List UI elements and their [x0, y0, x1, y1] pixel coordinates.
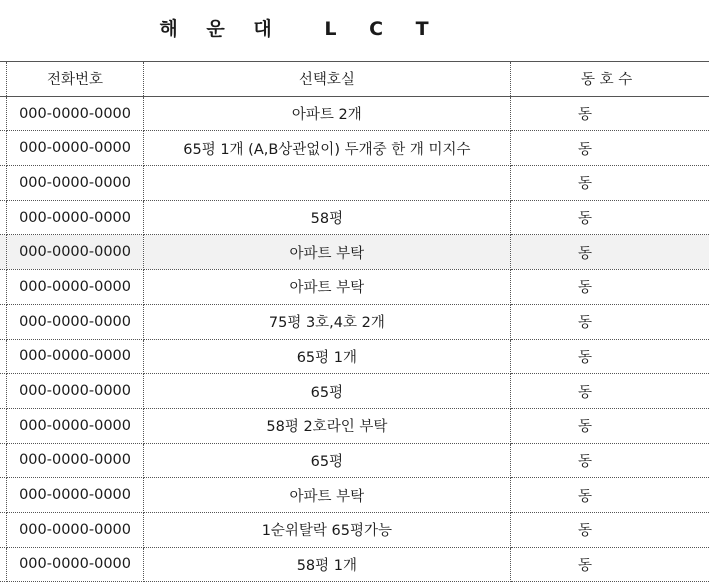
unit-cell: 동 [510, 408, 709, 443]
selection-cell: 1순위탈락 65평가능 [143, 512, 510, 547]
title-char: 운 [206, 18, 227, 40]
selection-cell: 58평 2호라인 부탁 [143, 408, 510, 443]
spacer-cell [0, 304, 7, 339]
phone-cell: 000-0000-0000 [7, 270, 143, 305]
selection-cell: 58평 [143, 200, 510, 235]
table-row [0, 547, 709, 582]
table-row [0, 200, 709, 235]
title-char: 대 [253, 18, 274, 40]
contact-table [0, 61, 709, 582]
table-row [0, 270, 709, 305]
selection-cell: 아파트 부탁 [143, 478, 510, 513]
header-selection: 선택호실 [143, 62, 510, 97]
unit-cell: 동 [510, 443, 709, 478]
phone-cell: 000-0000-0000 [7, 339, 143, 374]
table-row [0, 96, 709, 131]
phone-cell: 000-0000-0000 [7, 235, 143, 270]
spacer-cell [0, 547, 7, 582]
table-row [0, 478, 709, 513]
selection-cell: 아파트 부탁 [143, 270, 510, 305]
unit-cell: 동 [510, 200, 709, 235]
spacer-cell [0, 62, 7, 97]
phone-cell: 000-0000-0000 [7, 304, 143, 339]
phone-cell: 000-0000-0000 [7, 478, 143, 513]
unit-cell: 동 [510, 131, 709, 166]
phone-cell: 000-0000-0000 [7, 512, 143, 547]
spacer-cell [0, 235, 7, 270]
spacer-cell [0, 478, 7, 513]
unit-cell: 동 [510, 166, 709, 201]
header-phone: 전화번호 [7, 62, 143, 97]
header-unit: 동 호 수 [510, 62, 709, 97]
selection-cell: 65평 [143, 374, 510, 409]
table-row [0, 339, 709, 374]
selection-cell [143, 166, 510, 201]
phone-cell: 000-0000-0000 [7, 443, 143, 478]
phone-cell: 000-0000-0000 [7, 408, 143, 443]
phone-cell: 000-0000-0000 [7, 96, 143, 131]
spacer-cell [0, 443, 7, 478]
table-row [0, 443, 709, 478]
unit-cell: 동 [510, 374, 709, 409]
selection-cell: 65평 1개 [143, 339, 510, 374]
selection-cell: 75평 3호,4호 2개 [143, 304, 510, 339]
phone-cell: 000-0000-0000 [7, 131, 143, 166]
unit-cell: 동 [510, 547, 709, 582]
spacer-cell [0, 408, 7, 443]
spacer-cell [0, 270, 7, 305]
spacer-cell [0, 512, 7, 547]
title-char: L [324, 18, 339, 40]
table-row [0, 374, 709, 409]
table-row [0, 131, 709, 166]
table-row [0, 166, 709, 201]
spacer-cell [0, 166, 7, 201]
spacer-cell [0, 339, 7, 374]
table-row [0, 408, 709, 443]
selection-cell: 아파트 부탁 [143, 235, 510, 270]
title-char: 해 [159, 18, 180, 40]
unit-cell: 동 [510, 304, 709, 339]
selection-cell: 65평 [143, 443, 510, 478]
table-row [0, 235, 709, 270]
document-title [0, 14, 590, 41]
spacer-cell [0, 374, 7, 409]
selection-cell: 58평 1개 [143, 547, 510, 582]
spacer-cell [0, 96, 7, 131]
selection-cell: 65평 1개 (A,B상관없이) 두개중 한 개 미지수 [143, 131, 510, 166]
table-row [0, 304, 709, 339]
phone-cell: 000-0000-0000 [7, 547, 143, 582]
phone-cell: 000-0000-0000 [7, 374, 143, 409]
unit-cell: 동 [510, 270, 709, 305]
unit-cell: 동 [510, 96, 709, 131]
unit-cell: 동 [510, 512, 709, 547]
unit-cell: 동 [510, 339, 709, 374]
unit-cell: 동 [510, 478, 709, 513]
table-header-row [0, 62, 709, 97]
unit-cell: 동 [510, 235, 709, 270]
selection-cell: 아파트 2개 [143, 96, 510, 131]
phone-cell: 000-0000-0000 [7, 200, 143, 235]
spacer-cell [0, 200, 7, 235]
table-row [0, 512, 709, 547]
spacer-cell [0, 131, 7, 166]
title-char: C [369, 18, 386, 40]
title-char: T [415, 18, 431, 40]
phone-cell: 000-0000-0000 [7, 166, 143, 201]
